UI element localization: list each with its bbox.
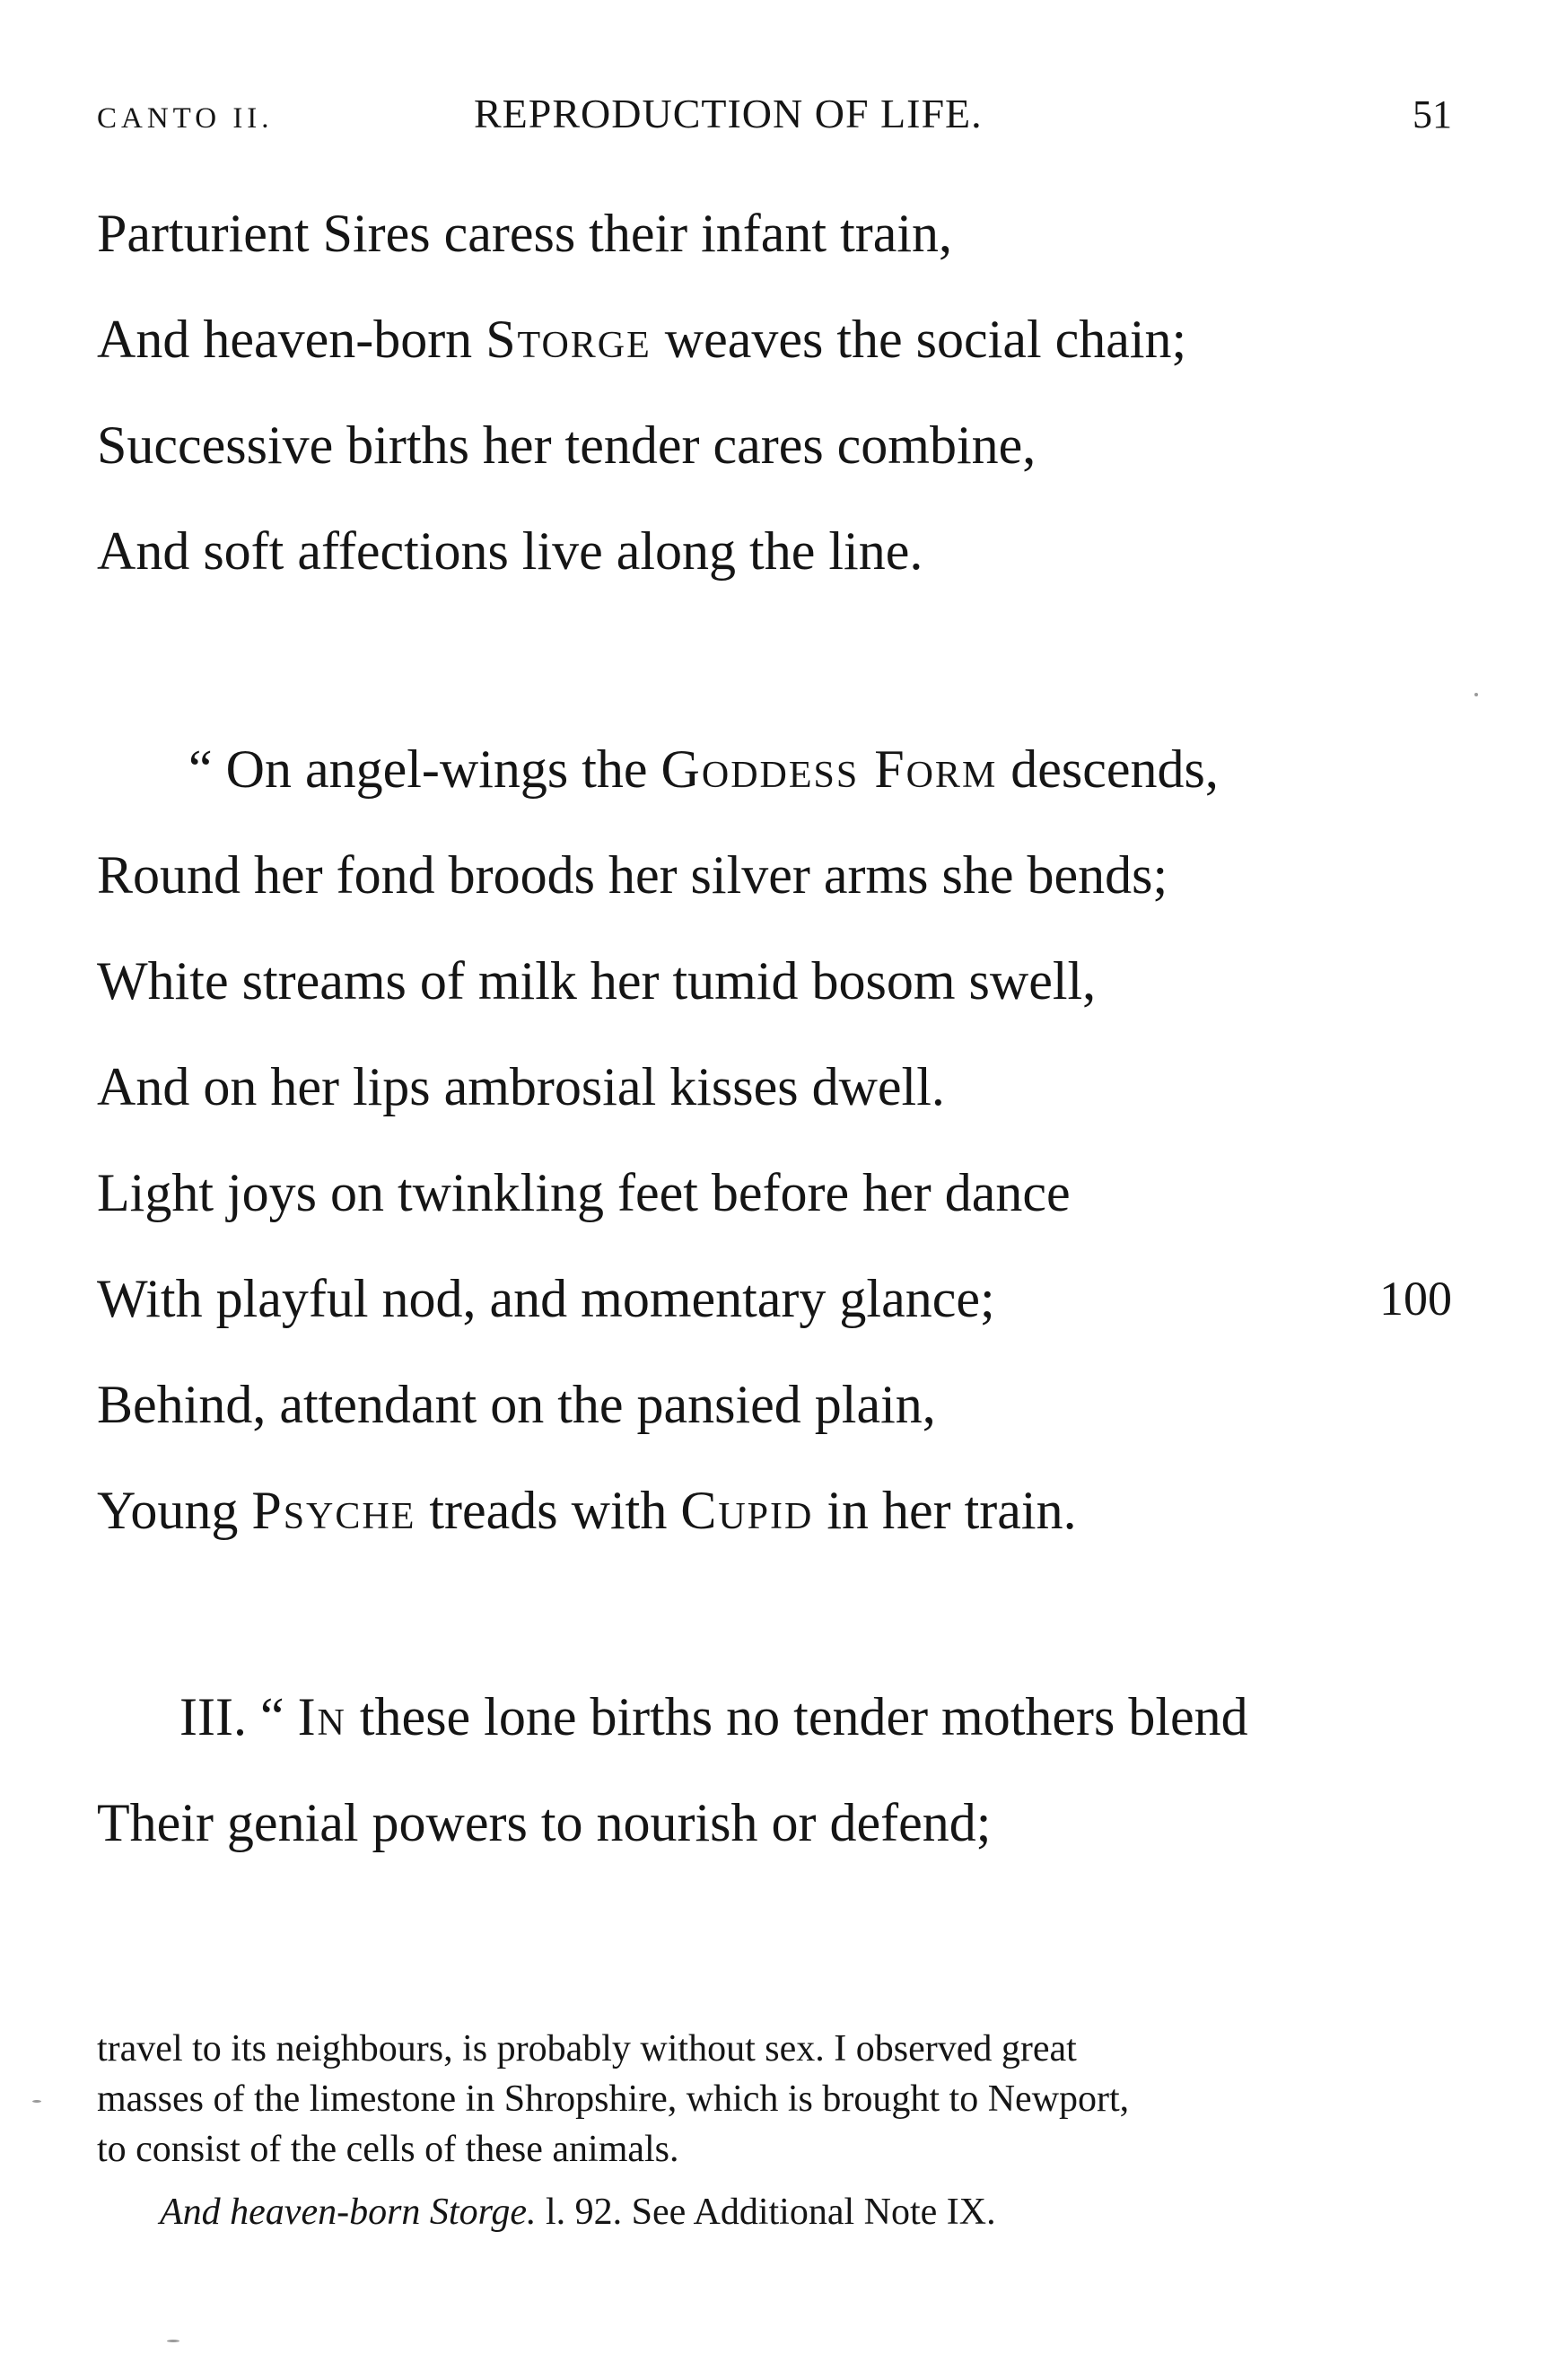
footnote-reference	[160, 2190, 1515, 2235]
footnote-line: travel to its neighbours, is probably without sex. I observed great	[97, 2028, 1077, 2069]
small-caps-name: Goddess Form	[660, 739, 998, 799]
small-caps-name: Psyche	[251, 1481, 416, 1540]
verse-line: And soft affections live along the line.	[97, 521, 923, 581]
verse-line: White streams of milk her tumid bosom swell,	[97, 951, 1097, 1011]
line-number: 100	[1379, 1272, 1452, 1326]
canto-label: CANTO II.	[97, 102, 274, 135]
verse-line: “ On angel-wings the Goddess Form descends,	[188, 739, 1219, 799]
verse-line: Parturient Sires caress their infant train,	[97, 204, 953, 263]
footnote-line: to consist of the cells of these animals.	[97, 2129, 679, 2170]
reference-quote: And heaven-born Storge.	[160, 2192, 537, 2233]
print-speck	[1474, 693, 1478, 696]
page-number: 51	[1413, 92, 1452, 136]
running-header	[97, 90, 1452, 144]
reference-text: l. 92. See Additional Note IX.	[536, 2192, 996, 2233]
print-speck	[167, 2340, 179, 2342]
small-caps-name: Cupid	[680, 1481, 814, 1540]
verse-line: And heaven-born Storge weaves the social chain;	[97, 310, 1187, 369]
chapter-title: REPRODUCTION OF LIFE.	[474, 91, 983, 136]
verse-line: And on her lips ambrosial kisses dwell.	[97, 1057, 945, 1116]
small-caps-word: In	[297, 1687, 346, 1746]
verse-line: III. “ In these lone births no tender mothers blend	[179, 1687, 1248, 1746]
small-caps-name: Storge	[485, 310, 652, 369]
verse-line: Round her fond broods her silver arms she bends;	[97, 845, 1168, 905]
verse-line: With playful nod, and momentary glance; 100	[97, 1269, 1452, 1328]
verse-line: Young Psyche treads with Cupid in her train.	[97, 1481, 1077, 1540]
verse-line: Successive births her tender cares combine,	[97, 416, 1037, 475]
verse-line: Light joys on twinkling feet before her dance	[97, 1163, 1071, 1222]
verse-line: Behind, attendant on the pansied plain,	[97, 1375, 936, 1434]
print-speck	[32, 2100, 41, 2103]
footnote-line: masses of the limestone in Shropshire, which is brought to Newport,	[97, 2078, 1130, 2120]
verse-line: Their genial powers to nourish or defend;	[97, 1793, 992, 1852]
